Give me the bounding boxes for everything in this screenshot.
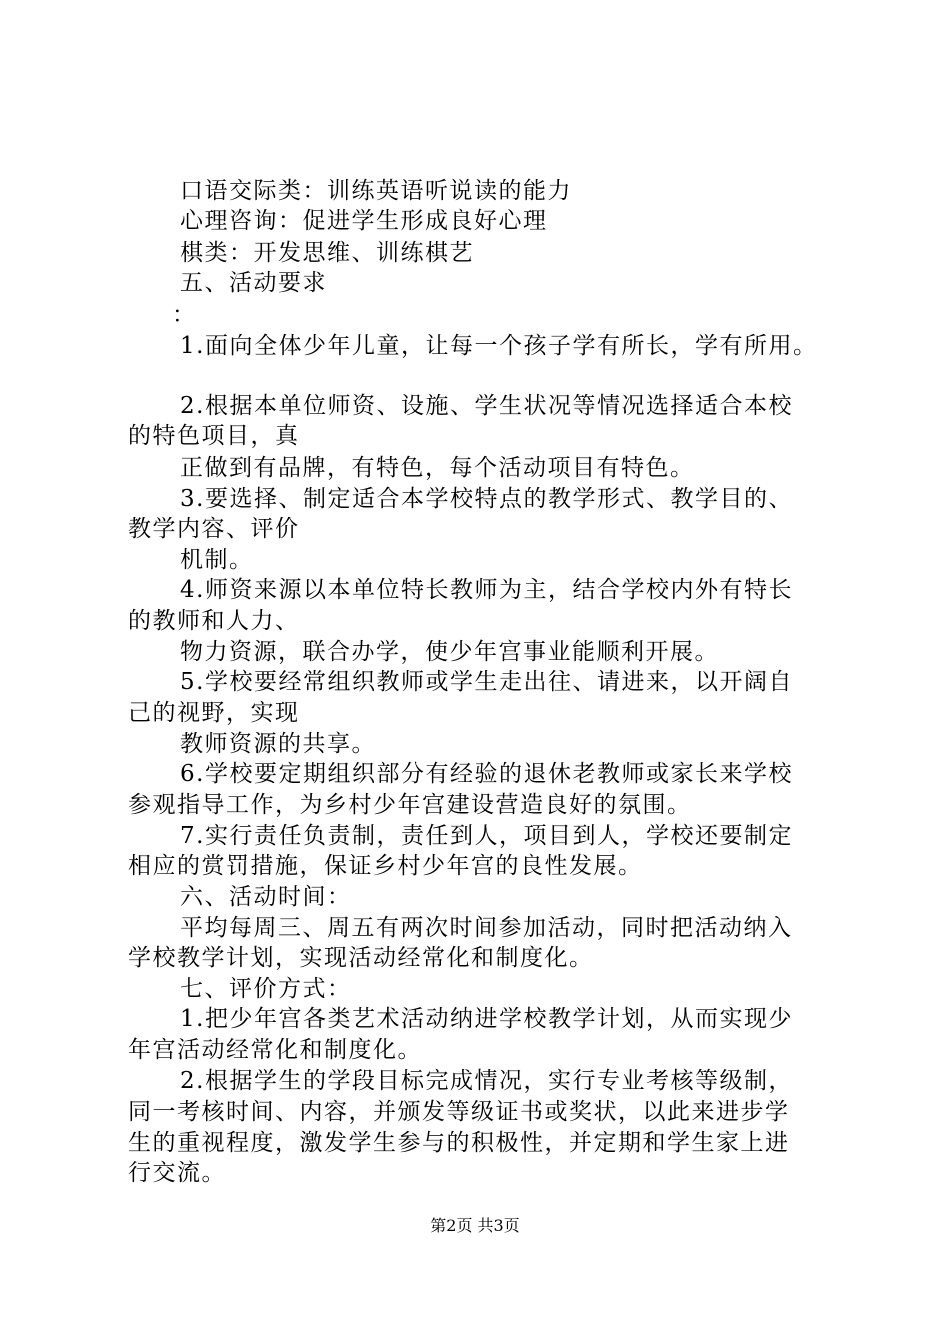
text-line: 生的重视程度，激发学生参与的积极性，并定期和学生家上进 [128,1130,790,1156]
text-line: 教师资源的共享。 [180,731,376,757]
text-line: 正做到有品牌，有特色，每个活动项目有特色。 [180,455,695,481]
text-line: 4.师资来源以本单位特长教师为主，结合学校内外有特长 [180,577,793,603]
section-heading: 五、活动要求 [180,270,327,296]
text-line: 6.学校要定期组织部分有经验的退休老教师或家长来学校 [180,761,793,787]
text-line: 心理咨询：促进学生形成良好心理 [180,208,548,234]
text-line: ： [172,302,197,328]
text-line: 行交流。 [128,1160,226,1186]
text-line: 1.面向全体少年儿童，让每一个孩子学有所长，学有所用。 [180,333,818,359]
text-line: 口语交际类：训练英语听说读的能力 [180,178,572,204]
text-line: 平均每周三、周五有两次时间参加活动，同时把活动纳入 [180,915,793,941]
text-line: 相应的赏罚措施，保证乡村少年宫的良性发展。 [128,853,643,879]
text-line: 机制。 [180,547,254,573]
text-line: 同一考核时间、内容，并颁发等级证书或奖状，以此来进步学 [128,1099,790,1125]
section-heading: 六、活动时间： [180,884,352,910]
text-line: 5.学校要经常组织教师或学生走出往、请进来，以开阔自 [180,669,793,695]
text-line: 教学内容、评价 [128,516,300,542]
text-line: 2.根据本单位师资、设施、学生状况等情况选择适合本校 [180,393,793,419]
text-line: 1.把少年宫各类艺术活动纳进学校教学计划，从而实现少 [180,1006,793,1032]
page-number-footer: 第2页 共3页 [430,1216,520,1235]
text-line: 学校教学计划，实现活动经常化和制度化。 [128,945,594,971]
text-line: 己的视野，实现 [128,700,300,726]
text-line: 物力资源，联合办学，使少年宫事业能顺利开展。 [180,639,719,665]
text-line: 7.实行责任负责制，责任到人，项目到人，学校还要制定 [180,823,793,849]
text-line: 2.根据学生的学段目标完成情况，实行专业考核等级制， [180,1068,793,1094]
text-line: 的教师和人力、 [128,608,300,634]
text-line: 参观指导工作，为乡村少年宫建设营造良好的氛围。 [128,792,692,818]
section-heading: 七、评价方式： [180,976,352,1002]
text-line: 棋类：开发思维、训练棋艺 [180,240,474,266]
text-line: 的特色项目，真 [128,423,300,449]
text-line: 3.要选择、制定适合本学校特点的教学形式、教学目的、 [180,486,793,512]
text-line: 年宫活动经常化和制度化。 [128,1037,422,1063]
